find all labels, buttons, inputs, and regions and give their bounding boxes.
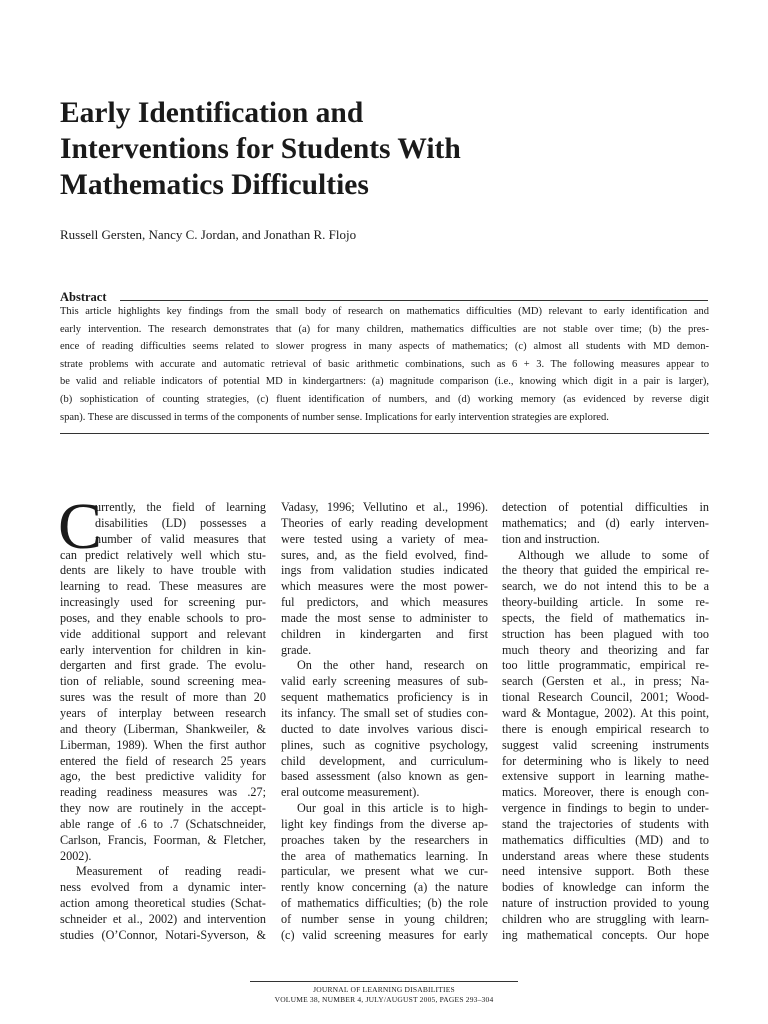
- body-column-2: [281, 500, 488, 944]
- body-line: vide additional support and relevant: [60, 626, 266, 641]
- body-line: ness evolved from a dynamic inter-: [60, 880, 266, 895]
- body-line: proaches taken by the researchers in: [281, 832, 488, 847]
- body-line: reading readiness measures was .27;: [60, 785, 266, 800]
- body-line: sequent mathematics proficiency is in: [281, 690, 488, 705]
- body-line: Although we allude to some of: [518, 547, 709, 562]
- abstract-line: strate problems with accurate and automatic retrieval of basic arithmetic combinations, such as 6 + 3. The following measures appear to: [60, 358, 709, 370]
- body-column-1: [60, 500, 266, 944]
- body-line: ago, the best predictive validity for: [60, 769, 266, 784]
- body-line: years of interplay between research: [60, 705, 266, 720]
- body-line: plines, such as cognitive psychology,: [281, 737, 488, 752]
- body-line: sures was the result of more than 20: [60, 690, 266, 705]
- abstract-text: [60, 303, 709, 426]
- abstract-line: ence of reading difficulties seems related to slower progress in many aspects of mathematics; (c) almost all students with MD demon-: [60, 341, 709, 353]
- body-line: made the most sense to administer to: [281, 610, 488, 625]
- body-line: (c) valid screening measures for early: [281, 927, 488, 942]
- body-line: which measures were the most power-: [281, 579, 488, 594]
- body-line: can predict relatively well which stu-: [60, 547, 266, 562]
- body-line: based assessment (also known as gen-: [281, 769, 488, 784]
- body-line: matics. Moreover, there is enough con-: [502, 785, 709, 800]
- body-line: search, we do not intend this to be a: [502, 579, 709, 594]
- body-line: ing mathematical concepts. Our hope: [502, 927, 709, 942]
- body-line: Our goal in this article is to high-: [297, 801, 488, 816]
- body-line: children who are struggling with learn-: [502, 911, 709, 926]
- body-line: nature of instruction provided to young: [502, 896, 709, 911]
- body-line: children in kindergarten and first: [281, 626, 488, 641]
- abstract-heading: Abstract: [60, 290, 107, 304]
- body-line: Theories of early reading development: [281, 515, 488, 530]
- drop-cap: C: [58, 490, 103, 563]
- body-line: were tested using a variety of mea-: [281, 531, 488, 546]
- body-line: Carlson, Francis, Foorman, & Fletcher,: [60, 832, 266, 847]
- title-line: Interventions for Students With: [60, 133, 461, 165]
- body-line: the area of mathematics learning. In: [281, 848, 488, 863]
- body-line: understand areas where these students: [502, 848, 709, 863]
- body-line: action among theoretical studies (Schat-: [60, 896, 266, 911]
- body-line: sures, and, as the field evolved, find-: [281, 547, 488, 562]
- body-line: 2002).: [60, 848, 92, 863]
- body-line: much theory and theorizing and far: [502, 642, 709, 657]
- abstract-line: (b) sophistication of counting strategies, (c) fluent identification of numbers, and (d) working memory (as evidenced by reverse digit: [60, 393, 709, 405]
- body-line: its infancy. The small set of studies con-: [281, 705, 488, 720]
- body-line: grade.: [281, 642, 312, 657]
- body-line: eral outcome measurement).: [281, 785, 420, 800]
- abstract-line: early intervention. The research demonstrates that (a) for many children, mathematics difficulties are not stable over time; (b) the pres-: [60, 323, 709, 335]
- body-line: spects, the field of mathematics in-: [502, 610, 709, 625]
- body-line: search (Gersten et al., in press; Na-: [502, 674, 709, 689]
- body-line: for determining who is likely to need: [502, 753, 709, 768]
- body-line: child development, and curriculum-: [281, 753, 488, 768]
- body-line: tion of reliable, sound screening mea-: [60, 674, 266, 689]
- body-line: bodies of knowledge can inform the: [502, 880, 709, 895]
- body-line: need intensive support. Both these: [502, 864, 709, 879]
- body-line: tion and instruction.: [502, 531, 600, 546]
- body-line: of number sense in young children;: [281, 911, 488, 926]
- author-list: Russell Gersten, Nancy C. Jordan, and Jonathan R. Flojo: [60, 227, 357, 242]
- body-line: number of valid measures that: [95, 531, 266, 546]
- body-line: tional Research Council, 2001; Wood-: [502, 690, 709, 705]
- body-line: light key findings from the diverse ap-: [281, 816, 488, 831]
- article-title: [60, 95, 620, 203]
- journal-name: JOURNAL OF LEARNING DISABILITIES: [313, 985, 455, 994]
- body-line: struction has been plagued with too: [502, 626, 709, 641]
- body-line: Measurement of reading readi-: [76, 864, 266, 879]
- body-line: of mathematics difficulties; (b) the role: [281, 896, 488, 911]
- body-line: there is enough empirical research to: [502, 721, 709, 736]
- body-line: extensive support in learning mathe-: [502, 769, 709, 784]
- body-line: able range of .6 to .7 (Schatschneider,: [60, 816, 266, 831]
- body-line: vergence in findings to begin to under-: [502, 801, 709, 816]
- body-line: rently know concerning (a) the nature: [281, 880, 488, 895]
- body-line: On the other hand, research on: [297, 658, 488, 673]
- body-line: they now are routinely in the accept-: [60, 801, 266, 816]
- body-line: poses, and they enable schools to pro-: [60, 610, 266, 625]
- footer-rule: [250, 981, 518, 982]
- body-line: schneider et al., 2002) and intervention: [60, 911, 266, 926]
- abstract-top-rule: [120, 300, 708, 301]
- title-line: Mathematics Difficulties: [60, 169, 369, 201]
- body-line: suggest valid screening instruments: [502, 737, 709, 752]
- body-line: urrently, the field of learning: [95, 500, 266, 514]
- body-line: entered the field of research 25 years: [60, 753, 266, 768]
- body-line: detection of potential difficulties in: [502, 500, 709, 514]
- body-line: mathematics; and (d) early interven-: [502, 515, 709, 530]
- body-line: ful predictors, and which measures: [281, 595, 488, 610]
- body-line: increasingly used for screening pur-: [60, 595, 266, 610]
- body-line: the theory that guided the empirical re-: [502, 563, 709, 578]
- title-line: Early Identification and: [60, 97, 364, 129]
- body-line: valid early screening measures of sub-: [281, 674, 488, 689]
- body-line: early intervention for children in kin-: [60, 642, 266, 657]
- abstract-line: This article highlights key findings from the small body of research on mathematics difficulties (MD) relevant to early identification and: [60, 306, 709, 317]
- body-line: theory-building article. In some re-: [502, 595, 709, 610]
- body-line: disabilities (LD) possesses a: [95, 515, 266, 530]
- body-line: stand the trajectories of students with: [502, 816, 709, 831]
- body-line: Liberman, 1989). When the first author: [60, 737, 266, 752]
- body-line: dergarten and first grade. The evolu-: [60, 658, 266, 673]
- body-line: learning to read. These measures are: [60, 579, 266, 594]
- body-line: ducted to date involves various disci-: [281, 721, 488, 736]
- abstract-line: be valid and reliable indicators of potential MD in kindergartners: (a) magnitude comparison (i.e., knowing which digit in a pair is larger),: [60, 376, 709, 388]
- abstract-line: span). These are discussed in terms of the components of number sense. Implications for early intervention strategies are explored.: [60, 411, 609, 423]
- body-line: and theory (Liberman, Shankweiler, &: [60, 721, 266, 736]
- body-line: studies (O’Connor, Notari-Syverson, &: [60, 927, 266, 942]
- body-line: ward & Montague, 2002). At this point,: [502, 705, 709, 720]
- body-line: too little programmatic, empirical re-: [502, 658, 709, 673]
- body-line: particular, we present what we cur-: [281, 864, 488, 879]
- body-line: Vadasy, 1996; Vellutino et al., 1996).: [281, 500, 488, 514]
- body-line: dents are likely to have trouble with: [60, 563, 266, 578]
- issue-info: VOLUME 38, NUMBER 4, JULY/AUGUST 2005, PAGES 293–304: [274, 995, 494, 1004]
- body-line: mathematics difficulties (MD) and to: [502, 832, 709, 847]
- body-column-3: [502, 500, 709, 944]
- abstract-bottom-rule: [60, 433, 709, 434]
- body-line: ings from validation studies indicated: [281, 563, 488, 578]
